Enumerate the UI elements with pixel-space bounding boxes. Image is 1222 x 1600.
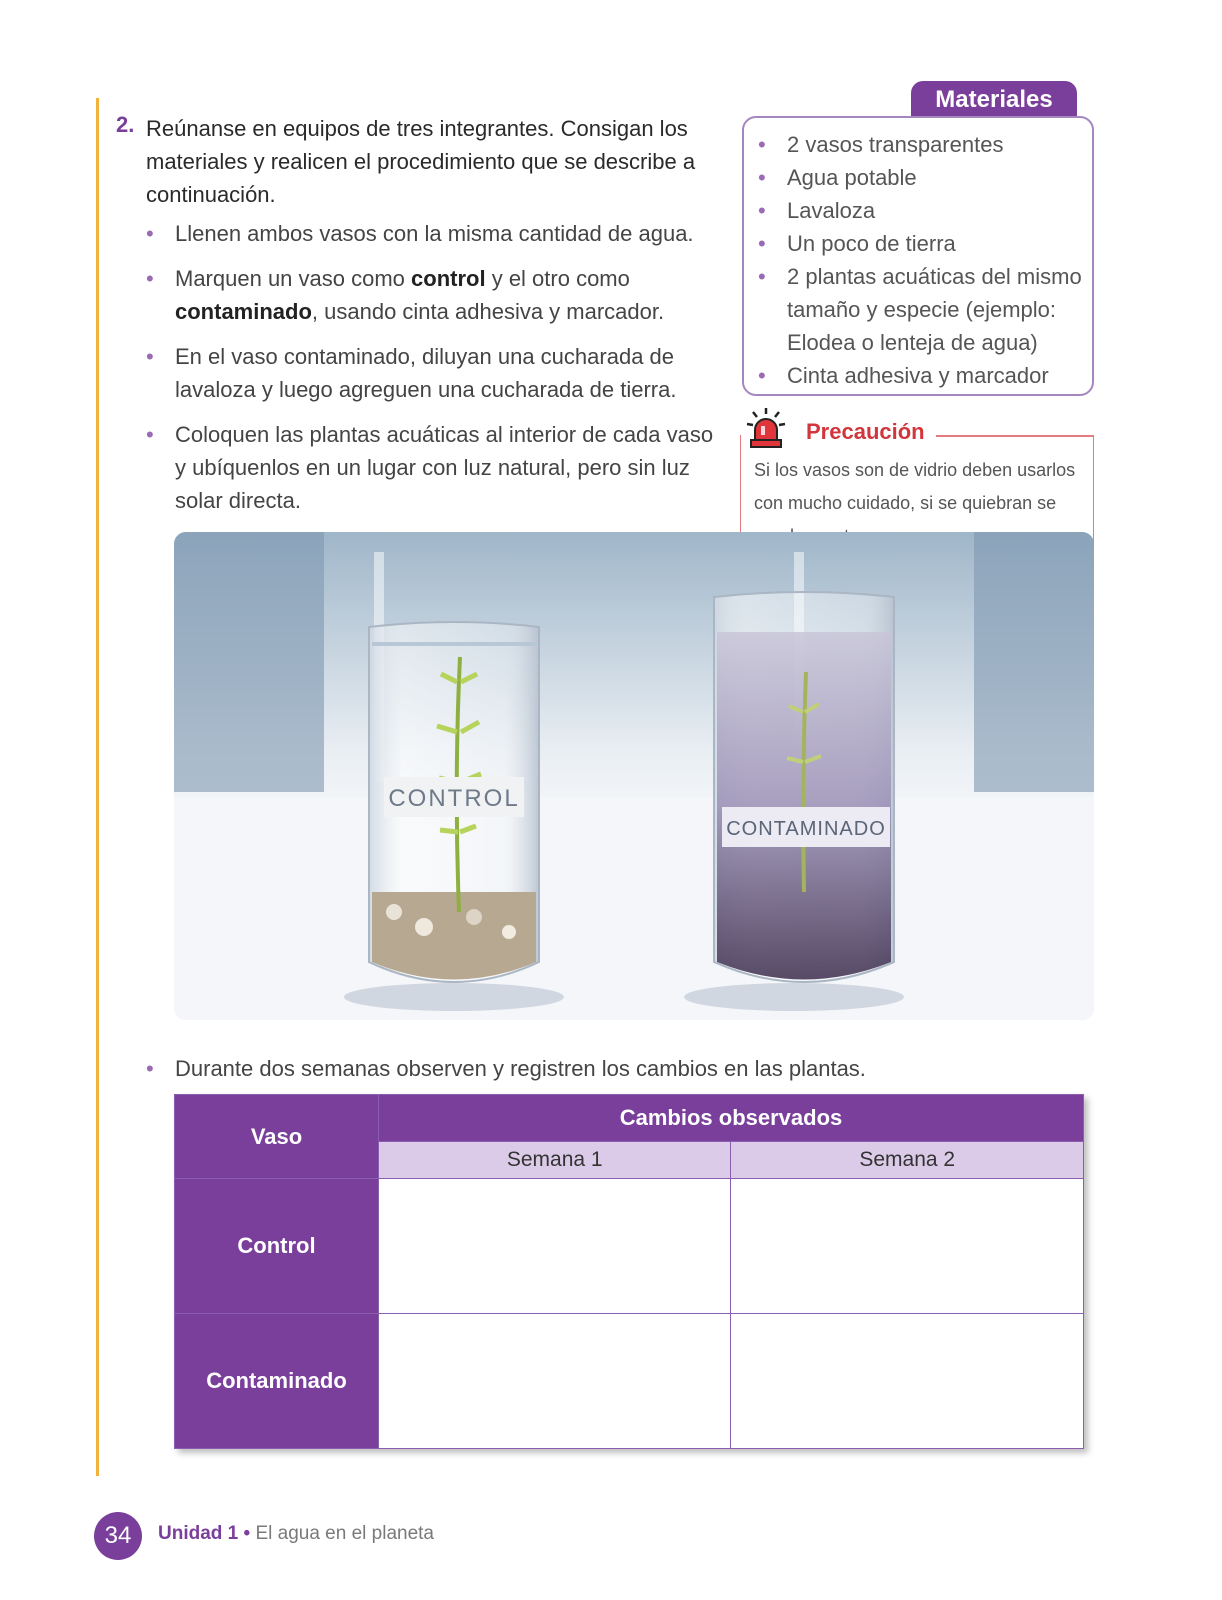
label-control: CONTROL [388, 785, 520, 812]
caution-title: Precaución [806, 419, 925, 444]
material-item: • Agua potable [758, 161, 1092, 194]
materials-box [742, 116, 1094, 396]
experiment-photo [174, 532, 1094, 1020]
material-item: • 2 plantas acuáticas del mismo tamaño y especie (ejemplo: Elodea o lenteja de agua) [758, 260, 1092, 359]
cell-contaminado-week-2[interactable] [731, 1314, 1084, 1449]
bold-control: control [411, 266, 486, 291]
margin-rule [96, 98, 99, 1476]
activity-2 [116, 112, 716, 529]
row-control: Control [175, 1179, 379, 1314]
bold-contaminado: contaminado [175, 299, 312, 324]
step-observe: • Durante dos semanas observen y registren los cambios en las plantas. [146, 1052, 866, 1085]
materials-title: Materiales [911, 81, 1077, 118]
cell-contaminado-week-1[interactable] [379, 1314, 731, 1449]
step-place-plants: • Coloquen las plantas acuáticas al interior de cada vaso y ubíquenlos en un lugar con luz natural, pero sin luz solar directa. [146, 418, 716, 517]
materials-list [744, 118, 1092, 392]
material-item: • Cinta adhesiva y marcador [758, 359, 1092, 392]
header-cambios: Cambios observados [379, 1095, 1084, 1142]
material-item: • 2 vasos transparentes [758, 128, 1092, 161]
cell-control-week-1[interactable] [379, 1179, 731, 1314]
step-fill-glasses: • Llenen ambos vasos con la misma cantidad de agua. [146, 217, 716, 250]
header-vaso: Vaso [175, 1095, 379, 1179]
header-week-2: Semana 2 [731, 1142, 1084, 1179]
observation-table [174, 1094, 1084, 1449]
procedure-steps [146, 217, 716, 517]
step-mark-glasses: • Marquen un vaso como control y el otro como contaminado, usando cinta adhesiva y marcador. [146, 262, 716, 328]
cell-control-week-2[interactable] [731, 1179, 1084, 1314]
activity-intro: Reúnanse en equipos de tres integrantes. Consigan los materiales y realicen el procedimiento que se describe a continuación. [146, 116, 696, 207]
unit-label: Unidad 1 [158, 1523, 239, 1544]
caution-text: Si los vasos son de vidrio deben usarlos con mucho cuidado, si se quiebran se [754, 460, 1076, 513]
header-week-1: Semana 1 [379, 1142, 731, 1179]
caution-border [936, 435, 1094, 437]
unit-title: El agua en el planeta [255, 1523, 434, 1544]
activity-number: 2. [116, 112, 135, 137]
material-item: • Un poco de tierra [758, 227, 1092, 260]
step-contaminate: • En el vaso contaminado, diluyan una cucharada de lavaloza y luego agreguen una cucharada de tierra. [146, 340, 716, 406]
footer-unit: Unidad 1 • El agua en el planeta [158, 1523, 434, 1544]
material-item: • Lavaloza [758, 194, 1092, 227]
row-contaminado: Contaminado [175, 1314, 379, 1449]
page-number: 34 [94, 1512, 142, 1560]
label-contaminado: CONTAMINADO [726, 818, 886, 840]
